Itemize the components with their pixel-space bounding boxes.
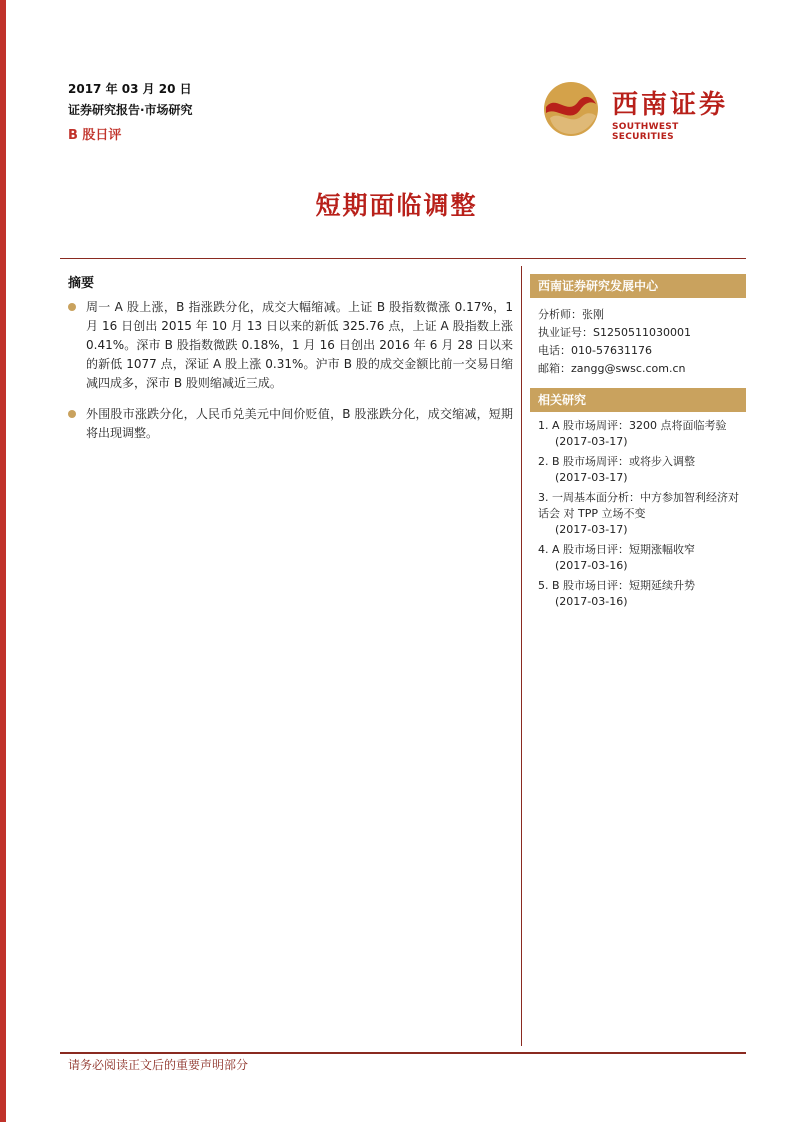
abstract-item-text: 周一 A 股上涨，B 指涨跌分化，成交大幅缩减。上证 B 股指数微涨 0.17%，1 月 16 日创出 2015 年 10 月 13 日以来的新低 325.76 点，上证 A 股指数上涨 0.41%。深市 B 股指数微跌 0.18%，1 月 16 日创出 2016 年 6 月 28 日以来的新低 1077 点，深证 A 股上涨 0.31%。沪市 B 股的成交金额比前一交易日缩减四成多，深市 B 股则缩减近三成。 [86,300,513,390]
report-title: 短期面临调整 [315,191,478,220]
logo-name-cn: 西南证券 [612,90,729,120]
related-item[interactable] [538,454,746,486]
related-item-title: 5. B 股市场日评：短期延续升势 [538,579,696,592]
related-item-title: 4. A 股市场日评：短期涨幅收窄 [538,543,696,556]
bottom-divider [60,1052,746,1054]
footer-disclaimer: 请务必阅读正文后的重要声明部分 [68,1058,249,1072]
abstract-item [68,405,513,443]
top-divider [60,258,746,259]
logo-name-en: SOUTHWEST SECURITIES [612,122,679,142]
related-item-date: (2017-03-17) [555,435,628,448]
sidebar [530,274,746,614]
research-center-heading: 西南证券研究发展中心 [530,274,746,298]
related-research-list [530,418,746,610]
report-category: B 股日评 [68,128,122,143]
related-item-date: (2017-03-16) [555,559,628,572]
report-type: 证券研究报告·市场研究 [68,103,193,117]
left-accent-bar [0,0,6,1122]
company-logo [542,80,742,140]
abstract-item-text: 外围股市涨跌分化，人民币兑美元中间价贬值，B 股涨跌分化，成交缩减，短期将出现调整。 [86,407,513,440]
analyst-contact [538,306,746,378]
related-item-title: 3. 一周基本面分析：中方参加智利经济对话会 对 TPP 立场不变 [538,491,739,520]
related-item-title: 2. B 股市场周评：或将步入调整 [538,455,696,468]
report-date: 2017 年 03 月 20 日 [68,82,192,96]
analyst-license: 执业证号：S1250511030001 [538,326,691,339]
logo-emblem-icon [542,80,600,138]
bullet-dot-icon [68,303,76,311]
abstract-heading: 摘要 [68,276,95,291]
analyst-phone: 电话：010-57631176 [538,344,652,357]
related-item[interactable] [538,542,746,574]
related-item[interactable] [538,490,746,538]
related-item-title: 1. A 股市场周评：3200 点将面临考验 [538,419,727,432]
related-item[interactable] [538,418,746,450]
related-research-heading: 相关研究 [530,388,746,412]
related-item-date: (2017-03-16) [555,595,628,608]
column-divider [521,266,522,1046]
bullet-dot-icon [68,410,76,418]
related-item-date: (2017-03-17) [555,471,628,484]
analyst-name: 分析师：张刚 [538,308,604,321]
related-item-date: (2017-03-17) [555,523,628,536]
related-item[interactable] [538,578,746,610]
abstract-item [68,298,513,393]
analyst-email[interactable]: 邮箱：zangg@swsc.com.cn [538,362,686,375]
abstract-list [68,298,513,455]
